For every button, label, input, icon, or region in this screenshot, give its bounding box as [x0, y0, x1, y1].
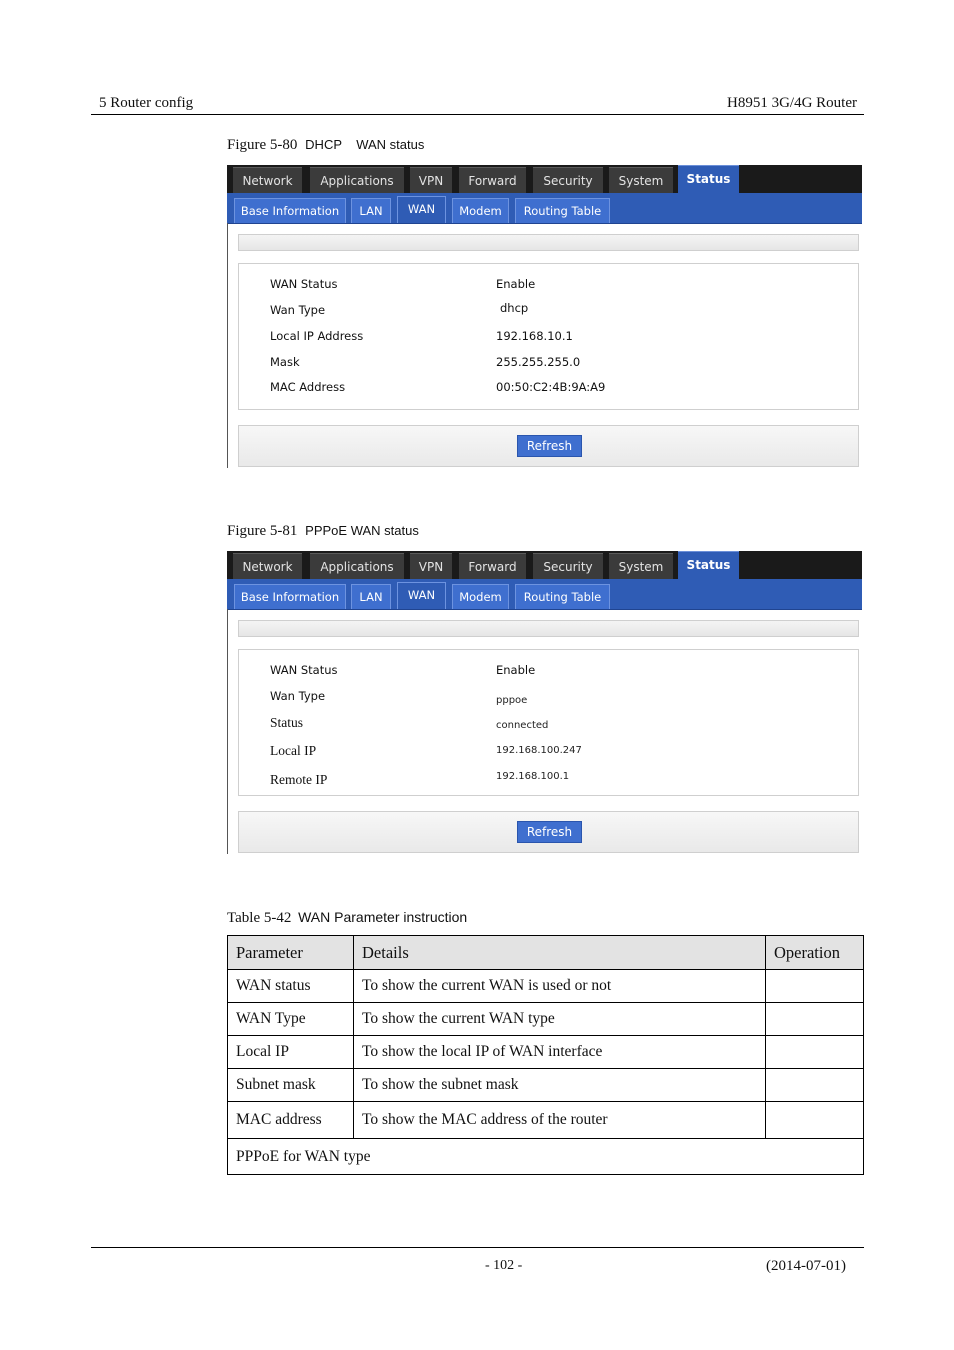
figure-title: PPPoE WAN status [305, 523, 419, 538]
table-number: Table 5-42 [227, 910, 292, 926]
field-value: 255.255.255.0 [496, 355, 581, 369]
cell-operation [766, 1069, 864, 1102]
field-value: 192.168.100.247 [496, 745, 582, 756]
tab-forward[interactable]: Forward [459, 553, 526, 579]
subtab-routing-table[interactable]: Routing Table [515, 584, 610, 609]
refresh-button[interactable]: Refresh [517, 435, 582, 457]
router-status-screenshot [227, 551, 862, 854]
tab-vpn[interactable]: VPN [410, 167, 452, 193]
field-label: Mask [270, 355, 300, 369]
figure-title: DHCP WAN status [305, 137, 425, 152]
tab-network[interactable]: Network [233, 553, 302, 579]
column-header-parameter: Parameter [228, 936, 354, 970]
table-row [228, 1069, 864, 1102]
column-header-details: Details [354, 936, 766, 970]
field-value: 192.168.10.1 [496, 329, 573, 343]
cell-details: To show the current WAN is used or not [354, 970, 766, 1003]
field-value: 00:50:C2:4B:9A:A9 [496, 380, 606, 394]
field-label: Status [270, 715, 304, 730]
sub-nav-bar [227, 579, 862, 610]
tab-network[interactable]: Network [233, 167, 302, 193]
field-value: Enable [496, 663, 536, 677]
subtab-lan[interactable]: LAN [351, 198, 391, 223]
subtab-base-information[interactable]: Base Information [234, 584, 346, 609]
title-strip [238, 234, 859, 251]
field-label: WAN Status [270, 277, 338, 291]
page-number: - 102 - [485, 1258, 523, 1273]
figure-caption [227, 137, 424, 154]
subtab-modem[interactable]: Modem [452, 198, 509, 223]
frame-edge [227, 609, 228, 854]
wan-status-panel [238, 649, 859, 796]
top-nav-bar [227, 165, 862, 193]
table-row [228, 970, 864, 1003]
field-value: Enable [496, 277, 536, 291]
wan-parameter-table [227, 935, 864, 1175]
cell-details: To show the local IP of WAN interface [354, 1036, 766, 1069]
cell-operation [766, 1102, 864, 1139]
header-chapter: 5 Router config [99, 95, 194, 111]
table-footer-row [228, 1139, 864, 1175]
subtab-lan[interactable]: LAN [351, 584, 391, 609]
tab-applications[interactable]: Applications [310, 167, 404, 193]
column-header-operation: Operation [766, 936, 864, 970]
wan-status-panel [238, 263, 859, 410]
table-header-row [228, 936, 864, 970]
field-label: MAC Address [270, 380, 346, 394]
router-status-screenshot [227, 165, 862, 468]
field-value: connected [496, 720, 549, 731]
figure-number: Figure 5-81 [227, 523, 298, 539]
cell-parameter: Subnet mask [228, 1069, 354, 1102]
table-caption [227, 909, 467, 927]
field-value: pppoe [496, 695, 528, 706]
cell-details: To show the current WAN type [354, 1003, 766, 1036]
tab-status[interactable]: Status [678, 165, 739, 193]
table-row [228, 1102, 864, 1139]
cell-parameter: WAN Type [228, 1003, 354, 1036]
field-label: Local IP Address [270, 329, 364, 343]
action-bar [238, 425, 859, 467]
cell-details: To show the MAC address of the router [354, 1102, 766, 1139]
cell-pppoe-note: PPPoE for WAN type [228, 1139, 864, 1175]
field-label: Remote IP [270, 772, 328, 787]
table-row [228, 1036, 864, 1069]
title-strip [238, 620, 859, 637]
action-bar [238, 811, 859, 853]
cell-details: To show the subnet mask [354, 1069, 766, 1102]
field-value: 192.168.100.1 [496, 771, 570, 782]
footer-rule [91, 1247, 864, 1248]
subtab-base-information[interactable]: Base Information [234, 198, 346, 223]
cell-operation [766, 1036, 864, 1069]
subtab-routing-table[interactable]: Routing Table [515, 198, 610, 223]
subtab-wan[interactable]: WAN [397, 196, 446, 223]
tab-vpn[interactable]: VPN [410, 553, 452, 579]
figure-caption [227, 523, 419, 540]
top-nav-bar [227, 551, 862, 579]
table-title: WAN Parameter instruction [298, 909, 468, 925]
cell-operation [766, 970, 864, 1003]
tab-system[interactable]: System [609, 167, 673, 193]
table-row [228, 1003, 864, 1036]
subtab-modem[interactable]: Modem [452, 584, 509, 609]
document-date: (2014-07-01) [766, 1258, 846, 1274]
tab-security[interactable]: Security [533, 553, 603, 579]
header-rule [91, 114, 864, 115]
header-product: H8951 3G/4G Router [727, 95, 857, 111]
tab-system[interactable]: System [609, 553, 673, 579]
cell-parameter: Local IP [228, 1036, 354, 1069]
cell-parameter: MAC address [228, 1102, 354, 1139]
cell-operation [766, 1003, 864, 1036]
frame-edge [227, 223, 228, 468]
field-label: WAN Status [270, 663, 338, 677]
field-label: Local IP [270, 743, 317, 758]
field-label: Wan Type [270, 303, 326, 317]
sub-nav-bar [227, 193, 862, 224]
cell-parameter: WAN status [228, 970, 354, 1003]
field-label: Wan Type [270, 689, 326, 703]
tab-forward[interactable]: Forward [459, 167, 526, 193]
tab-security[interactable]: Security [533, 167, 603, 193]
figure-number: Figure 5-80 [227, 137, 298, 153]
tab-status[interactable]: Status [678, 551, 739, 579]
subtab-wan[interactable]: WAN [397, 582, 446, 609]
refresh-button[interactable]: Refresh [517, 821, 582, 843]
field-value: dhcp [500, 301, 529, 315]
tab-applications[interactable]: Applications [310, 553, 404, 579]
